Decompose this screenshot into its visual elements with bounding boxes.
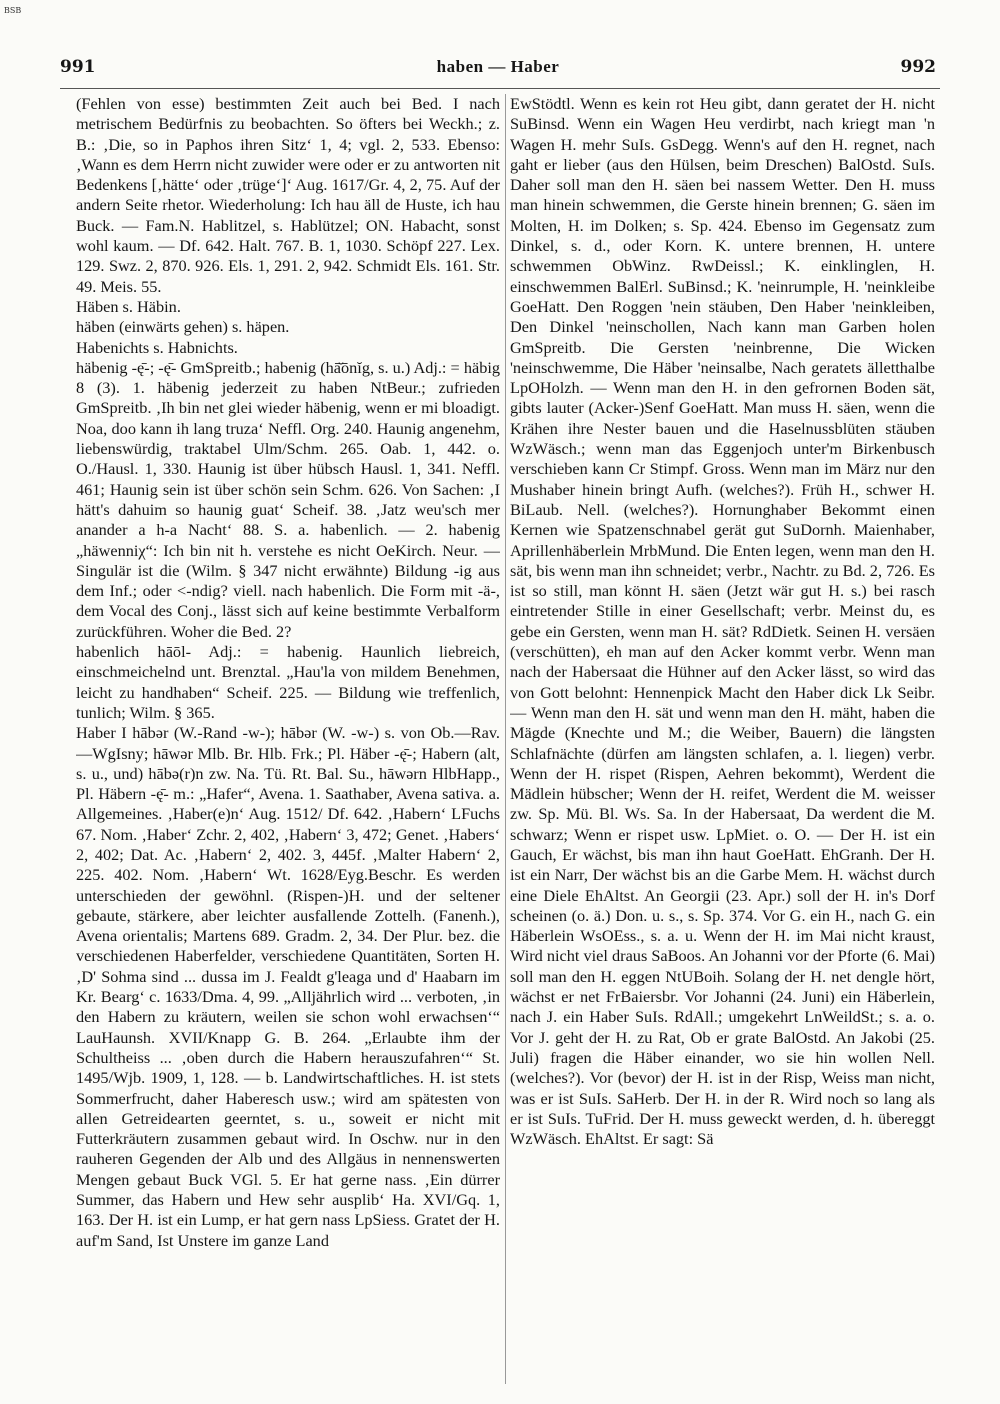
page-title: haben — Haber (436, 57, 560, 76)
library-stamp: BSB (4, 6, 22, 15)
entry-haber: Haber I hābər (W.-Rand -w-); hābər (W. -w-) s. von Ob.—Rav.—WgIsny; hāwər Mlb. Br. Hlb. Frk.; Pl. Häber -ę̄-; Habern (alt, s. u., und) hābə(r)n zw. Na. Tü. Rt. Bal. Su., hāwərn HlbHapp., Pl. Häbern -ę̄- m.: „Hafer“, Avena. 1. Saathaber, Avena sativa. a. Allgemeines. ‚Haber(e)n‘ Aug. 1512/ Df. 642. ‚Habern‘ LFuchs 67. Nom. ‚Haber‘ Zchr. 2, 402, ‚Habern‘ 3, 472; Genet. ‚Habers‘ 2, 402; Dat. Ac. ‚Habern‘ 2, 402. 3, 445f. ‚Malter Habern‘ 2, 225. 402. Nom. ‚Habern‘ Wt. 1628/Eyg.Beschr. Es werden unterschieden der gewöhnl. (Rispen-)H. und der seltener gebaute, stärkere, aber leichter ausfallende Zottelh. (Fanenh.), Avena orientalis; Martens 689. Gradm. 2, 34. Der Plur. bez. die verschiedenen Haberfelder, verschiedene Quantitäten, Sorten H. ‚D' Sohma sind ... dussa im J. Fealdt g'leaga und d' Haabarn im Kr. Bearg‘ c. 1633/Dma. 4, 99. „Alljährlich wird ... verboten, ‚in den Habern zu kräutern, weilen sie schon wohl erwachsen‘“ LauHaunsh. XVII/Knapp G. B. 264. „Erlaubte ihm der Schultheiss ... ‚oben durch die Habern herauszufahren‘“ St. 1495/Wjb. 1909, 1, 128. — b. Landwirtschaftliches. H. ist stets Sommerfrucht, daher Haberesch usw.; wird am spätesten von allen Getreidearten geerntet, s. u., soweit er nicht mit Futterkräutern zusammen gebaut wird. In Oschw. nur in den rauheren Gegenden der Alb und des Allgäus in nennenswerten Mengen gebaut Buck VGl. 5. Er hat gerne nass. ‚Ein dürrer Summer, das Habern und Hew sehr ausplib‘ Ha. XVI/Gq. 1, 163. Der H. ist ein Lump, er hat gern nass LpSiess. Gratet der H. auf'm Sand, Ist Unstere im ganze Land (76, 723, 500, 1250)
left-page-number: 991 (60, 57, 96, 77)
entry-paragraph: (Fehlen von esse) bestimmten Zeit auch bei Bed. I nach metrischem Bedürfnis zu beobachten. So öfters bei Weckh.; z. B.: ‚Die, so in Paphos ihren Sitz‘ 1, 4; vgl. 2, 533. Ebenso: ‚Wann es dem Herrn nicht zuwider were oder er zu antworten nit Bedenkens [‚hätte‘ oder ‚trüge‘]‘ Aug. 1617/Gr. 4, 2, 75. Auf der andern Seite rhetor. Wiederholung: Ich hau äll de Huste, ich hau Buck. — Fam.N. Hablitzel, s. Hablützel; ON. Habacht, sonst wohl kaum. — Df. 642. Halt. 767. B. 1, 1030. Schöpf 227. Lex. 129. Swz. 2, 870. 926. Els. 1, 291. 2, 942. Schmidt Els. 161. Str. 49. Meis. 55. (76, 94, 500, 296)
header-rule (60, 88, 940, 89)
entry-haebenig: häbenig -ę̄-; -ę̄- GmSpreitb.; habenig (hā̆ōnĭg, s. u.) Adj.: = häbig 8 (3). 1. häbenig jederzeit zu haben NtBeur.; zufrieden GmSpreitb. ‚Ih bin net glei wieder häbenig, wenn er mi bloadigt. Noa, doo kann ih lang truza‘ Neffl. Org. 240. Haunig angenehm, liebenswürdig, traktabel Ulm/Schm. 265. Oab. 1, 442. o. O./Hausl. 1, 330. Haunig ist über hübsch Hausl. 1, 341. Neffl. 461; Haunig sein ist über schön sein Schm. 626. Von Sachen: ‚I hätt's dahuim so haunig guat‘ Scheif. 38. ‚Jatz weu'sch mer anander a h-a Nacht‘ 88. S. a. habenlich. — 2. habenig „häwenniχ“: Ich bin nit h. verstehe es nicht OeKirch. Neur. — Singulär ist die (Wilm. § 347 nicht erwähnte) Bildung -ig aus dem Inf.; oder <-ndig? viell. nach habenlich. Die Form mit -ä-, dem Vocal des Conj., lässt sich auf keine bestimmte Verbalform zurückführen. Woher die Bed. 2? (76, 357, 500, 641)
entry-habenichts: Habenichts s. Habnichts. (76, 337, 238, 357)
entry-haeben: Häben s. Häbin. (76, 296, 181, 316)
entry-habenlich: habenlich hāōl- Adj.: = habenig. Haunlich liebreich, einschmeichelnd unt. Brenztal. „Hau'la von mildem Benehmen, leicht zu handhaben“ Scheif. 225. — Bildung wie treffenlich, tunlich; Wilm. § 365. (76, 642, 500, 722)
right-page-number: 992 (900, 57, 936, 77)
page-header (60, 52, 936, 82)
left-column (76, 94, 500, 1394)
entry-haeben-einwaerts: häben (einwärts gehen) s. häpen. (76, 317, 290, 337)
entry-haber-continued: EwStödtl. Wenn es kein rot Heu gibt, dann geratet der H. nicht SuBinsd. Wenn ein Wagen Heu verdirbt, nach kriegt man 'n Wagen H. mehr SuIs. GsDegg. Wenn's auf den H. regnet, nach gaht er lieber (aus den Hülsen, beim Dreschen) BalOstd. SuIs. Daher soll man den H. säen bei nassem Wetter. Den H. muss man hinein schwemmen, die Gerste hinein brennen; G. säen im Molten, H. im Dolken; s. Sp. 424. Ebenso im Gegensatz zum Dinkel, s. d., oder Korn. K. untere brennen, H. untere schwemmen ObWinz. RwDeissl.; K. einklinglen, H. einschwemmen BalErl. SuBinsd.; K. 'neinrumple, H. 'neinkleibe GoeHatt. Den Roggen 'nein stäuben, Den Haber 'neinkleiben, Den Dinkel 'neinschollen, Nach kann man Garben holen GmSpreitb. Die Gersten 'neinbrenne, Die Wicken 'neinschwemme, Die Häber 'neinsalbe, Nach geratets älletthalbe LpOHolzh. — Wenn man den H. in den gefrornen Boden sät, gibts lauter (Acker-)Senf GoeHatt. Man muss H. säen, wenn die Krähen ihre Nester bauen und die Haselnussblüten stäuben WzWäsch.; wenn man das Eggenjoch unter'm Birkenbusch verschieben kann Cr Stimpf. Gross. Wenn man im März nur den Mushaber hinein bringt Aufh. (welches?). Früh H., schwer H. BiLaub. Nell. (welches?). Hornunghaber Bekommt einen Kernen wie Spatzenschnabel gerät gut SuDornh. Maienhaber, Aprillenhäberlein MrbMund. Die Enten legen, wenn man den H. sät, bis wenn man ihn schneidet; verbr., Nachtr. zu Bd. 2, 726. Es ist so still, man könnt H. säen (Jetzt wär gut H. s.) bei rasch eintretender Stille in einer Gesellschaft; verbr. Meinst du, es gebe ein Gersten, wenn man H. sät? RdDietk. Seinen H. versäen (verschütten), eh man auf den Acker kommt verbr. Wenn man nach der Habersaat die Hühner auf den Acker lässt, so wird das von Gott belohnt: Hennenpick Macht den Haber dick Lk Seibr. — Wenn man den H. sät und wenn man den H. mäht, haben die Mägde (Knechte und M.; die Weiber, Bauern) die längsten Schlafnächte (dürfen am längsten schlafen, a. l. liegen) verbr. Wenn der H. rispet (Rispen, Aehren bekommt), Werdent die Mädlein hübscher; Wenn der H. reifet, Werdent die M. weisser zw. Sp. Mü. Bl. Ws. Sa. In der Habersaat, Da werdent die M. schwarz; Wenn er rispet usw. LpMiet. o. O. — Der H. ist ein Gauch, Er wächst, bis man ihn haut GoeHatt. EhGranh. Der H. ist ein Narr, Der wächst bis an die Garbe Mem. H. wächst durch eine Diele EhAltst. An Georgii (23. Apr.) soll der H. in's Dorf scheinen (o. ä.) Don. u. s., s. Sp. 374. Vor G. ein H., nach G. ein Häberlein WsOEss., s. a. u. Wenn der H. im Mai nicht kraust, Wird nicht viel draus SaBoos. An Johanni vor der Pforte (6. Mai) soll man den H. eggen NtUBoih. Solang der H. net dengle hört, wächst er net FrBaiersbr. Vor Johanni (24. Juni) ein Häberlein, nach J. ein Haber SuIs. RdAll.; umgekehrt LnWeildSt.; s. a. o. Vor J. geht der H. zu Rat, Ob er grate BalOstd. An Jakobi (25. Juli) fragen die Häber einander, wo sie hin wollen Nell. (welches?). Vor (bevor) der H. ist in der Risp, Weiss man nicht, was er ist SuIs. SaHerb. Der H. in der R. Wird noch so lang als er ist SuIs. TuFrid. Der H. muss geweckt werden, d. h. übereggt WzWäsch. EhAltst. Er sagt: Sä (510, 94, 935, 1149)
column-divider (505, 94, 506, 1384)
right-column (510, 94, 935, 1394)
